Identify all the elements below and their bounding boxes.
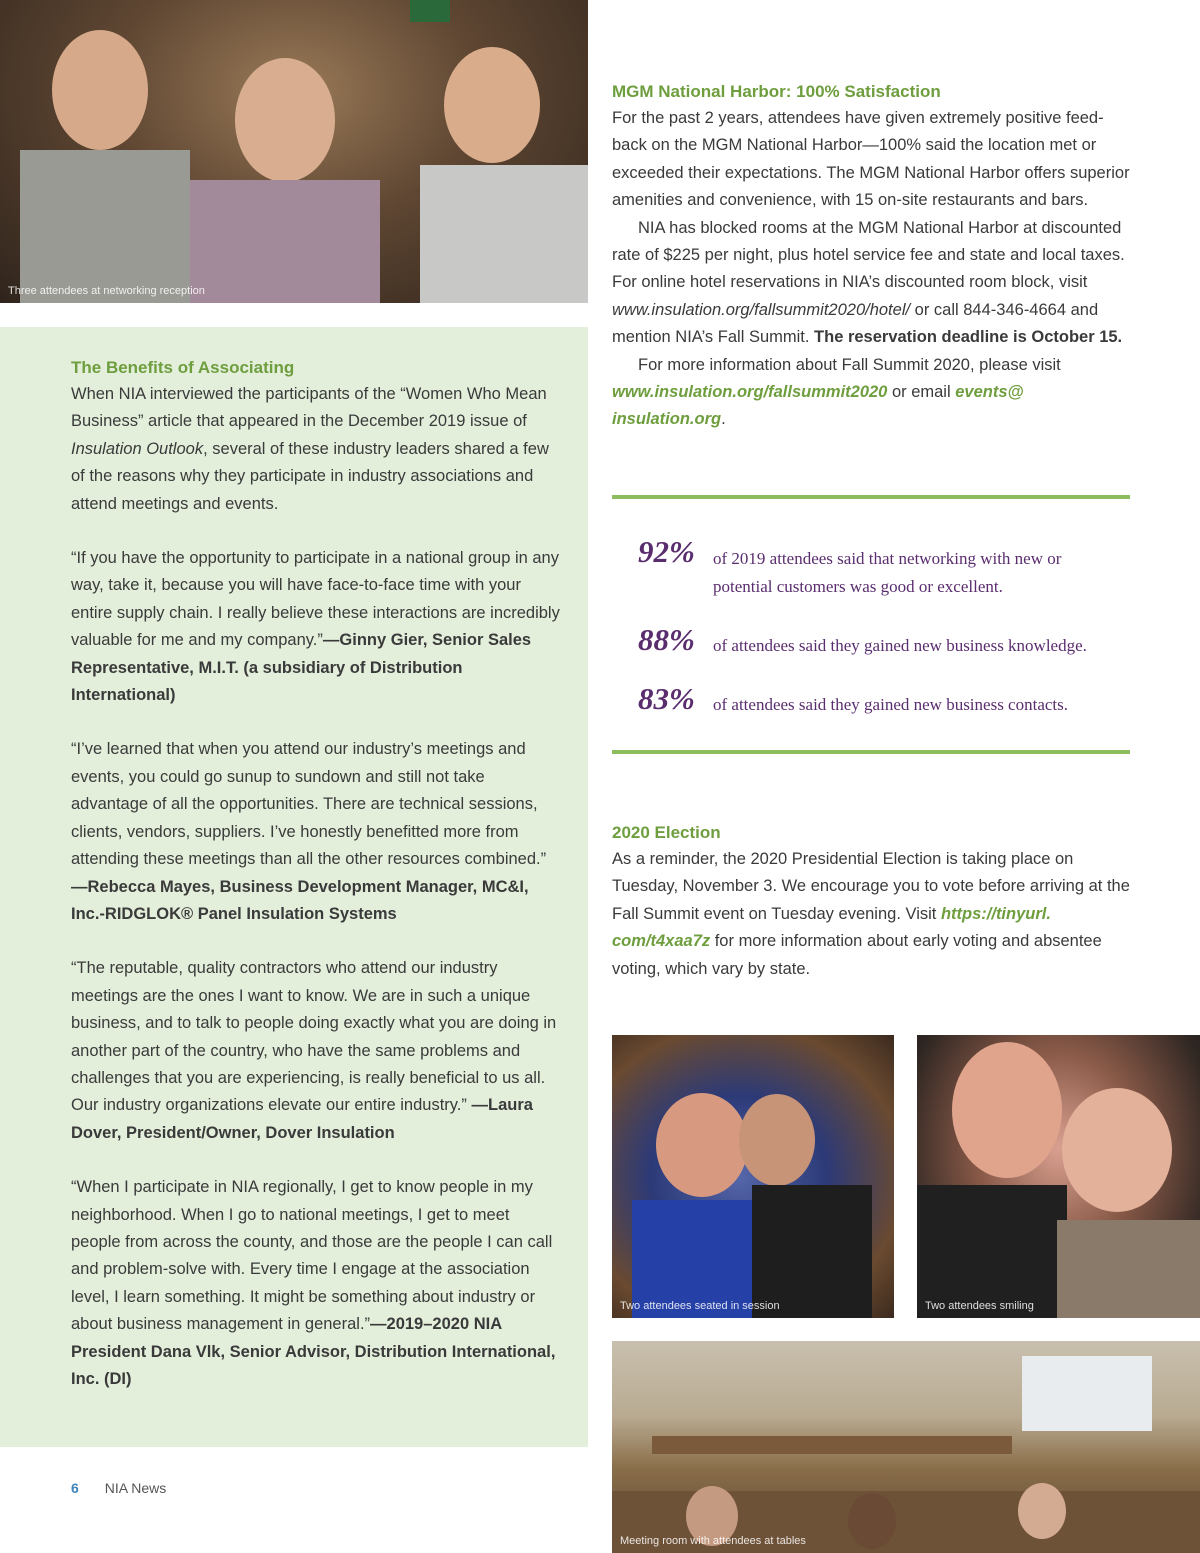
quote-dana-vlk: “When I participate in NIA regionally, I get to know people in my neighborhood. When I go to national meetings, I get to meet people from across the county, and those are the people I can call and problem-solve with. Every time I engage at the association level, I learn something. It might be something about industry or about business management in general.”—2019–2020 NIA President Dana Vlk, Senior Advisor, Distribution International, Inc. (DI) bbox=[71, 1178, 556, 1388]
stat-pct-knowledge: 88% bbox=[638, 622, 695, 657]
quote-rebecca-mayes: “I’ve learned that when you attend our industry’s meetings and events, you could go sunup to sundown and still not take advantage of all the opportunities. There are technical sessions, clients, vendors, suppliers. I’ve honestly benefitted more from attending these meetings than all the other resources combined.” —Rebecca Mayes, Business Development Manager, MC&I, Inc.-RIDGLOK® Panel Insulation Systems bbox=[71, 740, 547, 923]
fall-summit-link[interactable]: www.insulation.org/fallsummit2020 bbox=[612, 383, 888, 402]
page-number: 6 bbox=[71, 1480, 79, 1496]
mgm-paragraph-2: NIA has blocked rooms at the MGM National Harbor at discounted rate of $225 per night, plus hotel service fee and state and local taxes. For online hotel reservations in NIA’s discounted room block, visit www.insulation.org/fallsummit2020/hotel/ or call 844-346-4664 and mention NIA’s Fall Summit. The reservation deadline is October 15. bbox=[612, 218, 1125, 347]
photo-attendees-reception: Three attendees at networking reception bbox=[0, 0, 588, 303]
mgm-paragraph-3: For more information about Fall Summit 2020, please visit www.insulation.org/fallsummit2020 or email events@ insulation.org. bbox=[612, 355, 1061, 429]
stat-text-contacts: of attendees said they gained new business contacts. bbox=[713, 695, 1069, 714]
people-photo-illustration bbox=[0, 0, 588, 303]
stats-bottom-rule bbox=[612, 750, 1130, 754]
stat-text-networking: of 2019 attendees said that networking with new or potential customers was good or excellent. bbox=[713, 549, 1062, 596]
stat-pct-networking: 92% bbox=[638, 534, 695, 569]
quote-attribution: —Laura Dover, President/Owner, Dover Insulation bbox=[71, 1096, 533, 1142]
stat-pct-contacts: 83% bbox=[638, 681, 695, 716]
benefits-intro: When NIA interviewed the participants of the “Women Who Mean Business” article that appeared in the December 2019 issue of Insulation Outlook, several of these industry leaders shared a few of the reasons why they participate in industry associations and attend meetings and events. bbox=[71, 385, 549, 513]
hotel-link[interactable]: www.insulation.org/fallsummit2020/hotel/ bbox=[612, 300, 911, 319]
mgm-section bbox=[612, 78, 1132, 434]
stat-text-knowledge: of attendees said they gained new business knowledge. bbox=[713, 636, 1087, 655]
photo-smiling-attendees: Two attendees smiling bbox=[917, 1035, 1200, 1318]
publication-name: NIA News bbox=[104, 1480, 167, 1496]
quote-attribution: —Rebecca Mayes, Business Development Manager, MC&I, Inc.-RIDGLOK® Panel Insulation Systems bbox=[71, 877, 529, 923]
photo-meeting-room: Meeting room with attendees at tables bbox=[612, 1341, 1200, 1553]
photo-seated-attendees: Two attendees seated in session bbox=[612, 1035, 894, 1318]
tinyurl-link[interactable]: https://tinyurl. com/t4xaa7z bbox=[612, 904, 1051, 951]
publication-title: Insulation Outlook bbox=[71, 439, 204, 458]
quote-ginny-gier: “If you have the opportunity to participate in a national group in any way, take it, because you will have face-to-face time with your entire supply chain. I really believe these interactions are incredibly valuable for me and my company.”—Ginny Gier, Senior Sales Representative, M.I.T. (a subsidiary of Distribution International) bbox=[71, 549, 560, 705]
people-photo-illustration bbox=[612, 1035, 894, 1318]
stats-top-rule bbox=[612, 495, 1130, 499]
election-paragraph: As a reminder, the 2020 Presidential Election is taking place on Tuesday, November 3. We encourage you to vote before arriving at the Fall Summit event on Tuesday evening. Visit https://tinyurl. com/t4xaa7z for more information about early voting and absentee voting, which vary by state. bbox=[612, 850, 1130, 978]
mgm-paragraph-1: For the past 2 years, attendees have given extremely positive feedback on the MGM National Harbor—100% said the location met or exceeded their expectations. The MGM National Harbor offers superior amenities and convenience, with 15 on-site restaurants and bars. bbox=[612, 109, 1130, 210]
quote-attribution: —Ginny Gier, Senior Sales Representative, M.I.T. (a subsidiary of Distribution International) bbox=[71, 631, 532, 705]
mgm-heading: MGM National Harbor: 100% Satisfaction bbox=[612, 82, 941, 101]
benefits-heading: The Benefits of Associating bbox=[71, 358, 295, 377]
election-section bbox=[612, 819, 1132, 983]
reservation-deadline: The reservation deadline is October 15. bbox=[814, 328, 1123, 347]
events-email-link[interactable]: events@ insulation.org bbox=[612, 383, 1024, 429]
quote-attribution: —2019–2020 NIA President Dana Vlk, Senior Advisor, Distribution International, Inc. (DI) bbox=[71, 1315, 556, 1388]
quote-laura-dover: “The reputable, quality contractors who attend our industry meetings are the ones I want to know. We are in such a unique business, and to talk to people doing exactly what you are doing in another part of the country, who have the same problems and challenges that you are experiencing, is really beneficial to us all. Our industry organizations elevate our entire industry.” —Laura Dover, President/Owner, Dover Insulation bbox=[71, 959, 557, 1142]
people-photo-illustration bbox=[917, 1035, 1200, 1318]
page-footer bbox=[71, 1480, 166, 1496]
benefits-section bbox=[71, 354, 561, 1393]
meeting-room-illustration bbox=[612, 1341, 1200, 1553]
election-heading: 2020 Election bbox=[612, 823, 721, 842]
